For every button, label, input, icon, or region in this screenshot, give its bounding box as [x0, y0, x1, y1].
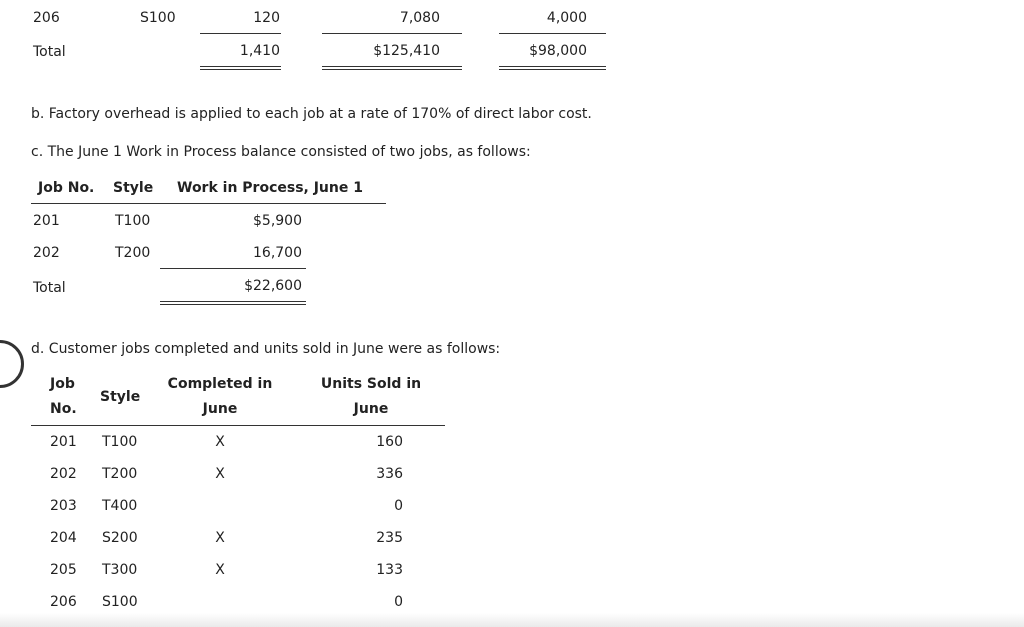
wip-row-style: T100	[115, 213, 151, 229]
jobs-row-sold: 235	[376, 530, 403, 546]
bottom-shadow	[0, 613, 1024, 627]
note-b: b. Factory overhead is applied to each job at a rate of 170% of direct labor cost.	[31, 106, 592, 122]
jobs-row-style: T400	[102, 498, 138, 514]
wip-header-job: Job No.	[38, 180, 95, 196]
top-row-job: 206	[33, 10, 60, 26]
jobs-row-job: 206	[50, 594, 77, 610]
jobs-row-completed: X	[215, 466, 225, 482]
top-units-rule	[200, 33, 281, 34]
wip-header-wip: Work in Process, June 1	[177, 180, 363, 196]
jobs-header-job-line1: Job	[50, 376, 75, 392]
wip-row-job: 201	[33, 213, 60, 229]
jobs-header-rule	[31, 425, 445, 426]
jobs-row-sold: 0	[394, 594, 403, 610]
note-c: c. The June 1 Work in Process balance consisted of two jobs, as follows:	[31, 144, 531, 160]
jobs-row-style: S100	[102, 594, 138, 610]
wip-header-style: Style	[113, 180, 154, 196]
wip-row-job: 202	[33, 245, 60, 261]
jobs-row-sold: 0	[394, 498, 403, 514]
wip-total-double-rule	[160, 301, 306, 305]
jobs-row-completed: X	[215, 434, 225, 450]
jobs-row-style: S200	[102, 530, 138, 546]
jobs-row-completed: X	[215, 562, 225, 578]
jobs-header-style: Style	[100, 389, 141, 405]
note-d: d. Customer jobs completed and units sold in June were as follows:	[31, 341, 501, 357]
jobs-row-job: 205	[50, 562, 77, 578]
top-total-units: 1,410	[239, 43, 280, 59]
jobs-row-job: 204	[50, 530, 77, 546]
wip-subtotal-rule	[160, 268, 306, 269]
wip-row-style: T200	[115, 245, 151, 261]
top-units-double-rule	[200, 66, 281, 70]
jobs-row-style: T300	[102, 562, 138, 578]
jobs-row-completed: X	[215, 530, 225, 546]
jobs-row-sold: 133	[376, 562, 403, 578]
wip-row-amount: $5,900	[253, 213, 302, 229]
jobs-row-sold: 336	[376, 466, 403, 482]
jobs-row-job: 202	[50, 466, 77, 482]
wip-total-amount: $22,600	[244, 278, 302, 294]
jobs-header-sold-line2: June	[353, 401, 389, 417]
top-row-style: S100	[140, 10, 176, 26]
top-amount-rule	[499, 33, 606, 34]
top-amount-double-rule	[499, 66, 606, 70]
top-total-cost: $125,410	[373, 43, 440, 59]
top-cost-double-rule	[322, 66, 462, 70]
top-row-amount: 4,000	[546, 10, 587, 26]
jobs-row-job: 201	[50, 434, 77, 450]
top-row-cost: 7,080	[399, 10, 440, 26]
jobs-header-sold-line1: Units Sold in	[320, 376, 422, 392]
top-total-amount: $98,000	[529, 43, 587, 59]
wip-row-amount: 16,700	[253, 245, 302, 261]
jobs-header-completed-line2: June	[202, 401, 238, 417]
jobs-row-job: 203	[50, 498, 77, 514]
jobs-row-style: T200	[102, 466, 138, 482]
jobs-header-job-line2: No.	[50, 401, 77, 417]
jobs-row-style: T100	[102, 434, 138, 450]
jobs-row-sold: 160	[376, 434, 403, 450]
jobs-header-completed-line1: Completed in	[167, 376, 273, 392]
top-total-label: Total	[33, 44, 66, 60]
selection-circle[interactable]	[0, 340, 24, 388]
wip-total-label: Total	[33, 280, 66, 296]
top-row-units: 120	[253, 10, 280, 26]
top-cost-rule	[322, 33, 462, 34]
wip-header-rule	[31, 203, 386, 204]
